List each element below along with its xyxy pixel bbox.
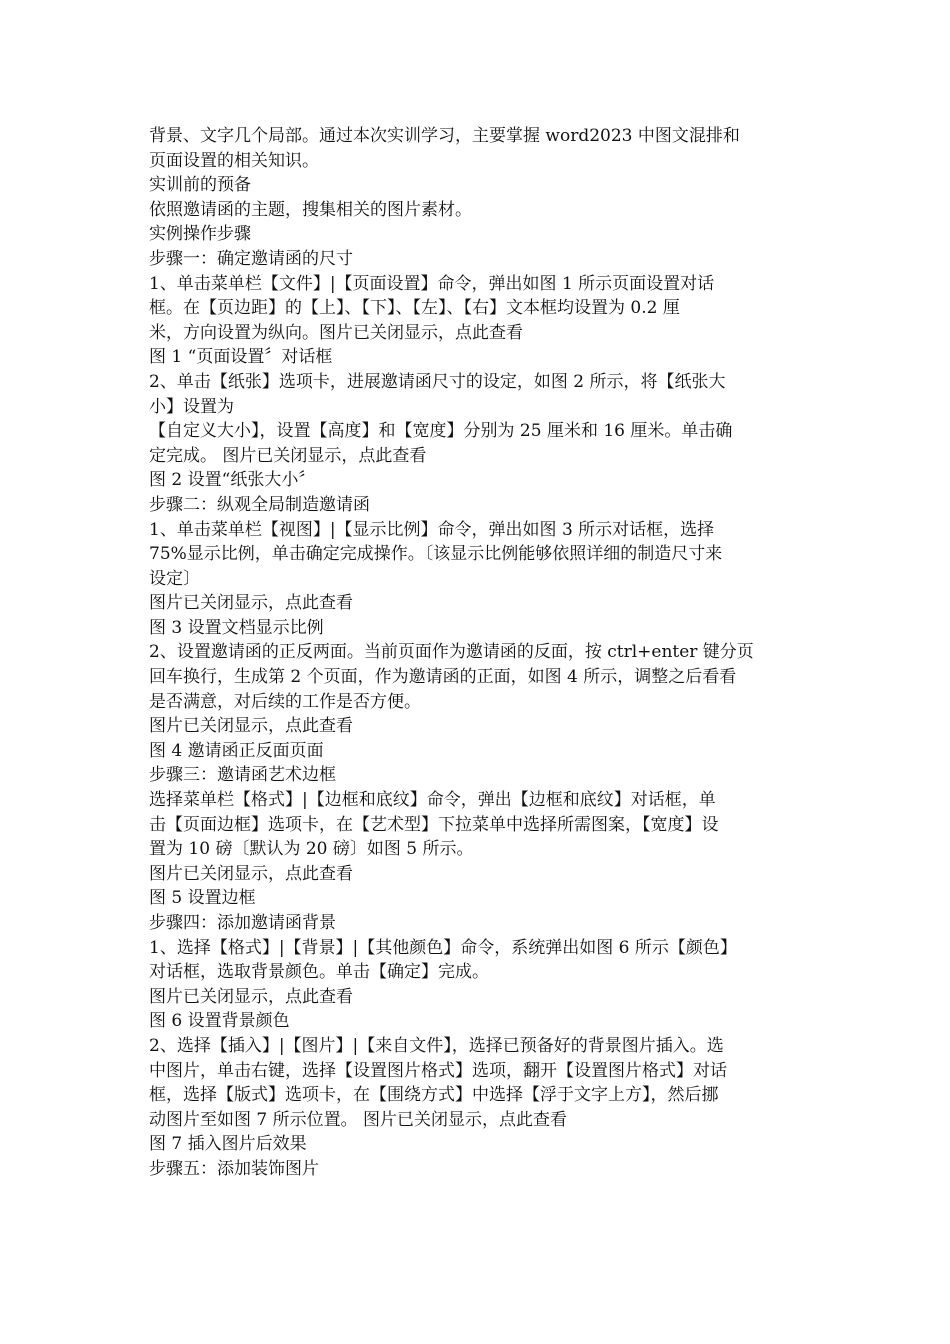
text-line: 75%显示比例，单击确定完成操作。〔该显示比例能够依照详细的制造尺寸来 — [149, 544, 723, 565]
text-line: 米，方向设置为纵向。图片已关闭显示，点此查看 — [149, 322, 523, 343]
text-line: 2、单击【纸张】选项卡，进展邀请函尺寸的设定，如图 2 所示，将【纸张大 — [149, 371, 726, 392]
text-line: 1、选择【格式】|【背景】|【其他颜色】命令，系统弹出如图 6 所示【颜色】 — [149, 937, 737, 958]
figure-caption: 图 7 插入图片后效果 — [149, 1134, 307, 1155]
text-line: 小】设置为 — [149, 396, 234, 417]
figure-caption: 图 1 “页面设置〞对话框 — [149, 347, 333, 368]
text-line: 定完成。 图片已关闭显示，点此查看 — [149, 445, 427, 466]
figure-caption: 图 2 设置“纸张大小〞 — [149, 470, 316, 491]
image-placeholder-text: 图片已关闭显示，点此查看 — [149, 986, 353, 1007]
step-heading: 步骤五：添加装饰图片 — [149, 1158, 319, 1179]
image-placeholder-text: 图片已关闭显示，点此查看 — [149, 863, 353, 884]
image-placeholder-text: 图片已关闭显示，点此查看 — [149, 716, 353, 737]
text-line: 依照邀请函的主题，搜集相关的图片素材。 — [149, 199, 472, 220]
image-placeholder-text: 图片已关闭显示，点此查看 — [149, 593, 353, 614]
figure-caption: 图 5 设置边框 — [149, 888, 256, 909]
text-line: 框，选择【版式】选项卡，在【围绕方式】中选择【浮于文字上方】，然后挪 — [149, 1085, 719, 1106]
text-line: 选择菜单栏【格式】|【边框和底纹】命令，弹出【边框和底纹】对话框，单 — [149, 790, 716, 811]
step-heading: 步骤三：邀请函艺术边框 — [149, 765, 336, 786]
step-heading: 步骤二：纵观全局制造邀请函 — [149, 494, 370, 515]
figure-caption: 图 3 设置文档显示比例 — [149, 617, 324, 638]
text-line: 页面设置的相关知识。 — [149, 150, 319, 171]
text-line: 框。在【页边距】的【上】、【下】、【左】、【右】文本框均设置为 0.2 厘 — [149, 298, 680, 319]
text-line: 1、单击菜单栏【文件】|【页面设置】命令，弹出如图 1 所示页面设置对话 — [149, 273, 715, 294]
figure-caption: 图 6 设置背景颜色 — [149, 1011, 290, 1032]
text-line: 1、单击菜单栏【视图】|【显示比例】命令，弹出如图 3 所示对话框，选择 — [149, 519, 715, 540]
section-heading: 实例操作步骤 — [149, 224, 251, 245]
text-line: 动图片至如图 7 所示位置。 图片已关闭显示，点此查看 — [149, 1109, 568, 1130]
text-line: 设定〕 — [149, 568, 200, 589]
text-line: 是否满意，对后续的工作是否方便。 — [149, 691, 421, 712]
text-line: 置为 10 磅〔默认为 20 磅〕如图 5 所示。 — [149, 839, 474, 860]
text-line: 中图片，单击右键，选择【设置图片格式】选项，翻开【设置图片格式】对话 — [149, 1060, 727, 1081]
text-line: 对话框，选取背景颜色。单击【确定】完成。 — [149, 962, 489, 983]
step-heading: 步骤一：确定邀请函的尺寸 — [149, 248, 353, 269]
text-line: 背景、文字几个局部。通过本次实训学习，主要掌握 word2023 中图文混排和 — [149, 126, 740, 146]
text-line: 2、选择【插入】|【图片】|【来自文件】，选择已预备好的背景图片插入。选 — [149, 1035, 724, 1056]
text-line: 击【页面边框】选项卡，在【艺术型】下拉菜单中选择所需图案，【宽度】设 — [149, 814, 719, 835]
figure-caption: 图 4 邀请函正反面页面 — [149, 740, 324, 761]
text-line: 2、设置邀请函的正反两面。当前页面作为邀请函的反面，按 ctrl+enter 键分页 — [149, 642, 754, 663]
document-body — [149, 124, 805, 1182]
step-heading: 步骤四：添加邀请函背景 — [149, 913, 336, 933]
text-line: 回车换行，生成第 2 个页面，作为邀请函的正面，如图 4 所示，调整之后看看 — [149, 667, 737, 688]
text-line: 【自定义大小】，设置【高度】和【宽度】分别为 25 厘米和 16 厘米。单击确 — [149, 421, 733, 442]
section-heading: 实训前的预备 — [149, 175, 251, 196]
